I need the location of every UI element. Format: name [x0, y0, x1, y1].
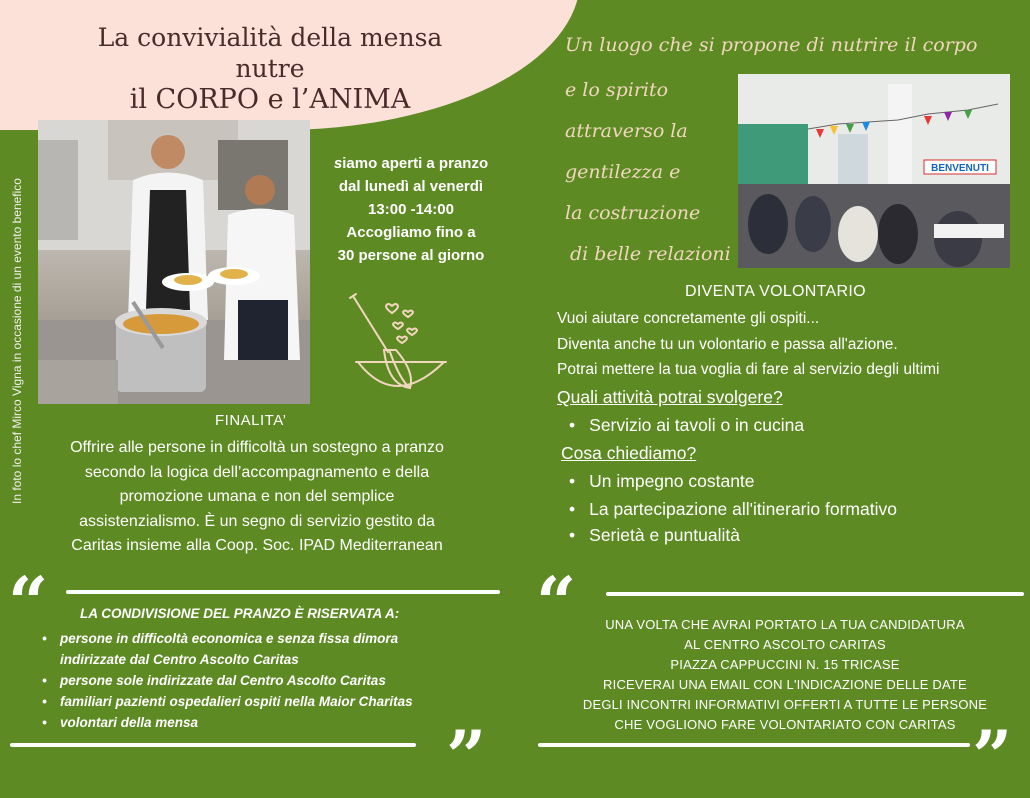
activity-item: • Servizio ai tavoli o in cucina — [569, 415, 804, 436]
schedule-line-4: Accogliamo fino a — [346, 224, 476, 241]
application-line-5: DEGLI INCONTRI INFORMATIVI OFFERTI A TUTTE LE PERSONE — [582, 697, 988, 712]
reserved-list — [40, 628, 500, 733]
opening-hours — [318, 152, 504, 267]
kitchen-photo — [38, 120, 310, 404]
schedule-line-5: 30 persone al giorno — [337, 247, 485, 264]
open-quote-icon: “ — [536, 561, 577, 644]
open-quote-icon: “ — [8, 561, 49, 644]
finalita-heading: FINALITA’ — [215, 412, 287, 429]
intro-line-5: la costruzione — [565, 202, 701, 224]
reserved-item-4: volontari della mensa — [60, 715, 199, 730]
dining-hall-photo — [738, 74, 1010, 268]
title-line-2: nutre — [235, 54, 305, 83]
requirement-item: • Un impegno costante — [569, 471, 755, 492]
list-item — [40, 712, 500, 733]
requirements-question: Cosa chiediamo? — [561, 443, 697, 463]
intro-line-2: e lo spirito — [565, 79, 669, 101]
finalita-line-4: assistenzialismo. È un segno di servizio gestito da — [79, 512, 435, 530]
application-line-2: AL CENTRO ASCOLTO CARITAS — [684, 637, 886, 652]
activities-question: Quali attività potrai svolgere? — [557, 387, 783, 407]
application-info — [550, 615, 1020, 735]
volunteer-text-3: Potrai mettere la tua voglia di fare al servizio degli ultimi — [557, 361, 940, 378]
intro-line-3: attraverso la — [565, 120, 688, 142]
whisk-bowl-icon — [340, 290, 450, 405]
finalita-line-5: Caritas insieme alla Coop. Soc. IPAD Mediterranean — [71, 537, 443, 554]
list-item — [40, 691, 500, 712]
list-item — [40, 670, 500, 691]
volunteer-text-2: Diventa anche tu un volontario e passa all'azione. — [557, 336, 898, 353]
intro-line-1: Un luogo che si propone di nutrire il corpo — [565, 34, 978, 56]
finalita-text — [28, 436, 486, 559]
close-quote-icon: ” — [972, 715, 1013, 798]
photo-caption — [10, 124, 26, 504]
dining-hall-illustration — [738, 74, 1010, 268]
application-line-3: PIAZZA CAPPUCCINI N. 15 TRICASE — [670, 657, 900, 672]
page-title — [40, 22, 500, 115]
reserved-item-1-cont: indirizzate dal Centro Ascolto Caritas — [60, 652, 299, 667]
kitchen-photo-illustration — [38, 120, 310, 404]
reserved-heading: LA CONDIVISIONE DEL PRANZO È RISERVATA A: — [80, 606, 400, 621]
reserved-item-1: persone in difficoltà economica e senza fissa dimora — [60, 631, 399, 646]
photo-caption-text: In foto lo chef Mirco Vigna in occasione di un evento benefico — [10, 178, 24, 504]
schedule-line-2: dal lunedì al venerdì — [338, 178, 484, 195]
finalita-line-2: secondo la logica dell’accompagnamento e della — [84, 463, 430, 481]
application-line-1: UNA VOLTA CHE AVRAI PORTATO LA TUA CANDIDATURA — [605, 617, 965, 632]
reserved-item-3: familiari pazienti ospedalieri ospiti nella Maior Charitas — [60, 694, 413, 709]
bottom-rule-right — [538, 743, 970, 747]
close-quote-icon: ” — [446, 715, 487, 798]
reserved-item-2: persone sole indirizzate dal Centro Ascolto Caritas — [60, 673, 386, 688]
title-line-1: La convivialità della mensa — [97, 23, 443, 52]
schedule-first-letter: s — [333, 155, 343, 172]
requirement-item: • Serietà e puntualità — [569, 525, 740, 546]
intro-line-4: gentilezza e — [565, 161, 681, 183]
schedule-line-3: 13:00 -14:00 — [368, 201, 454, 218]
schedule-line-1: iamo aperti a pranzo — [342, 155, 489, 172]
volunteer-text-1: Vuoi aiutare concretamente gli ospiti... — [557, 310, 820, 327]
welcome-banner-text: BENVENUTI — [931, 163, 989, 174]
list-item — [40, 628, 500, 670]
bottom-rule-left — [10, 743, 416, 747]
top-rule-left — [66, 590, 500, 594]
intro-line-6: di belle relazioni — [570, 243, 731, 265]
finalita-line-3: promozione umana e non del semplice — [119, 488, 395, 505]
volunteer-heading: DIVENTA VOLONTARIO — [685, 283, 866, 300]
top-rule-right — [606, 592, 1024, 596]
finalita-line-1: Offrire alle persone in difficoltà un sostegno a pranzo — [70, 439, 444, 456]
application-line-4: RICEVERAI UNA EMAIL CON L'INDICAZIONE DELLE DATE — [603, 677, 967, 692]
application-line-6: CHE VOGLIONO FARE VOLONTARIATO CON CARITAS — [614, 717, 956, 732]
title-line-3: il CORPO e l’ANIMA — [129, 84, 411, 115]
requirement-item: • La partecipazione all'itinerario formativo — [569, 499, 897, 520]
